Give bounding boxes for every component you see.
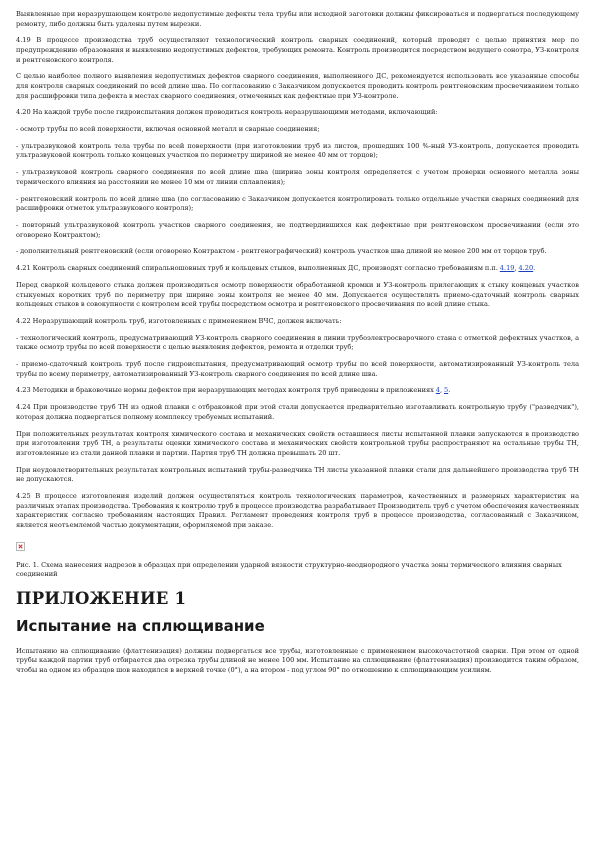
paragraph-text: - рентгеновский контроль по всей длине шва (по согласованию с Заказчиком допускается контролировать только отдельные участки сварных соединений для расшифровки отметок ультразвукового контроля); xyxy=(16,194,579,213)
paragraph xyxy=(16,647,579,676)
paragraph xyxy=(16,317,579,327)
paragraph xyxy=(16,430,579,459)
section-link[interactable]: 5 xyxy=(444,386,449,395)
paragraph xyxy=(16,142,579,161)
paragraph: 4.23 Методики и браковочные нормы дефектов при неразрушающих методах контроля труб приведены в приложениях 4, 5. xyxy=(16,386,451,395)
paragraph-tail: . xyxy=(448,386,451,395)
paragraph-tail: . xyxy=(533,264,536,273)
paragraph-text: 4.23 Методики и браковочные нормы дефектов при неразрушающих методах контроля труб приведены в приложениях xyxy=(16,386,436,395)
paragraph xyxy=(16,492,579,530)
figure-image xyxy=(16,538,579,561)
paragraph xyxy=(16,281,579,310)
appendix-subheading: Испытание на сплющивание xyxy=(16,616,265,635)
paragraph-text: С целью наиболее полного выявления недопустимых дефектов сварного соединения, выполненного ДС, рекомендуется использовать все указанные способы для контроля сварных соединений по всей длине шва. По согласованию с Заказчиком допускается проводить контроль рентгеновским просвечиванием только для расшифровки типа дефекта в местах сварного соединения, отмеченных как дефектные при УЗ-контроле. xyxy=(16,72,579,100)
paragraph-text: - осмотр трубы по всей поверхности, включая основной металл и сварные соединения; xyxy=(16,125,320,134)
paragraph xyxy=(16,108,579,118)
paragraph xyxy=(16,72,579,101)
paragraph xyxy=(16,36,579,65)
paragraph-text: 4.24 При производстве труб ТН из одной плавки с отбраковкой при этой стали допускается предварительно изготавливать контрольную трубу ("разведчик"), которая должна подвергаться полному комплексу требуемых испытаний. xyxy=(16,403,579,421)
appendix-heading: ПРИЛОЖЕНИЕ 1 xyxy=(16,588,187,608)
paragraph-text: 4.19 В процессе производства труб осуществляют технологический контроль сварных соединений, который проводят с целью принятия мер по предупреждению образования и выявлению недопустимых дефектов, требующих ремонта. Контроль производится посредством ведущего сонотра, УЗ-контроля и рентгеновского контроля. xyxy=(16,36,579,64)
paragraph xyxy=(16,466,579,485)
paragraph-text: 4.20 На каждой трубе после гидроиспытания должен проводиться контроль неразрушающими методами, включающий: xyxy=(16,108,438,117)
paragraph xyxy=(16,125,579,135)
paragraph-text: - технологический контроль, предусматривающий УЗ-контроль сварного соединения в линии трубоэлектросварочного стана с отметкой дефектных участков, а также осмотр трубы по всей поверхности с целью выявления дефектов, ремонта и отделки труб; xyxy=(16,333,579,352)
appendix-body xyxy=(16,647,579,676)
paragraph-text: - повторный ультразвуковой контроль участков сварного соединения, не подтвердившихся как дефектные при рентгеновском просвечивании (если это оговорено Контрактом); xyxy=(16,221,579,239)
figure-caption: Рис. 1. Схема нанесения надрезов в образцах при определении ударной вязкости структурно-неоднородного участка зоны термического влияния сварных соединений xyxy=(16,560,562,579)
paragraph-text: - ультразвуковой контроль тела трубы по всей поверхности (при изготовлении труб из листов, прошедших 100 %-ный УЗ-контроль, допускается проводить ультразвуковой контроль только концевых участков по периметру шириной не менее 40 мм от торцов); xyxy=(16,141,579,160)
section-link[interactable]: 4 xyxy=(435,386,440,395)
paragraph-text: - дополнительный рентгеновский (если оговорено Контрактом - рентгенографический) контроль участков шва длиной не менее 200 мм от торцов труб. xyxy=(16,247,547,256)
paragraph xyxy=(16,360,579,379)
section-link[interactable]: 4.20 xyxy=(518,264,534,273)
section-link[interactable]: 4.19 xyxy=(499,264,515,273)
paragraph-text: - ультразвуковой контроль сварного соединения по всей длине шва (ширина зоны контроля определяется с учетом проверки основного металла зоны термического влияния на расстоянии не менее 10 мм от линии сплавления); xyxy=(16,168,579,186)
paragraph: 4.21 Контроль сварных соединений спиральношовных труб и кольцевых стыков, выполненных ДС, производят согласно требованиям п.п. 4.19, 4.20. xyxy=(16,264,536,273)
paragraph-text: - приемо-сдаточный контроль труб после гидроиспытания, предусматривающий осмотр трубы по всей поверхности, автоматизированный УЗ-контроль тела трубы по всему периметру, автоматизированный УЗ-контроль сварного соединения по всей длине шва. xyxy=(16,360,579,378)
paragraph-text: При неудовлетворительных результатах контрольных испытаний трубы-разведчика ТН листы указанной плавки стали для дальнейшего производства труб ТН не допускаются. xyxy=(16,465,579,484)
paragraph-text: 4.21 Контроль сварных соединений спиральношовных труб и кольцевых стыков, выполненных ДС, производят согласно требованиям п.п. xyxy=(16,264,500,273)
paragraph-text: 4.22 Неразрушающий контроль труб, изготовленных с применением ВЧС, должен включать: xyxy=(16,316,342,325)
paragraph xyxy=(16,403,579,422)
paragraph xyxy=(16,221,579,240)
document-body xyxy=(16,10,579,530)
paragraph xyxy=(16,195,579,214)
paragraph xyxy=(16,247,579,257)
paragraph xyxy=(16,168,579,187)
paragraph-text: Выявленные при неразрушающем контроле недопустимые дефекты тела трубы или исходной заготовки должны фиксироваться и подвергаться последующему ремонту, либо должны быть удалены путем вырезки. xyxy=(16,10,579,28)
broken-image-icon xyxy=(16,542,25,551)
paragraph-text: Перед сваркой кольцевого стыка должен производиться осмотр поверхности обработанной кромки и УЗ-контроль прилегающих к стыку концевых участков стыкуемых коротких труб по периметру при ширине зоны контроля не менее 40 мм. Допускается осуществлять приемо-сдаточный контроль сварных кольцевых стыков в совокупности с контролем всей трубы посредством осмотра и рентгеновского просвечивания по всей длине стыка. xyxy=(16,280,579,309)
paragraph-text: Испытанию на сплющивание (флаттенизация) должны подвергаться все трубы, изготовленные с применением высокочастотной сварки. При этом от одной трубы каждой партии труб отбирается два отрезка трубы длиной не менее 100 мм. Испытание на сплющивание (флаттенизация) производится таким образом, чтобы на одном из образцов шов находился в верхней точке (0°), а на втором - под углом 90° по отношению к сплющивающим усилиям. xyxy=(16,646,579,674)
paragraph xyxy=(16,10,579,29)
paragraph-text: 4.25 В процессе изготовления изделий должен осуществляться контроль технологических параметров, качественных и размерных характеристик на различных этапах производства. Требования к контролю труб в процессе производства разрабатывает Производитель труб с учетом обеспечения качественных характеристик согласно требованиям настоящих Правил. Регламент проведения контроля труб в процессе производства, согласованный с Заказчиком, является неотъемлемой частью документации, оформляемой при заказе. xyxy=(16,491,579,529)
paragraph-text: При положительных результатах контроля химического состава и механических свойств оставшиеся листы испытанной плавки запускаются в производство при изготовлении труб ТН, а результаты оценки химического состава и механических свойств контрольной трубы распространяют на остальные трубы ТН, изготовленные из стали данной плавки и партии. Партия труб ТН должна превышать 20 шт. xyxy=(16,429,579,457)
paragraph xyxy=(16,334,579,353)
